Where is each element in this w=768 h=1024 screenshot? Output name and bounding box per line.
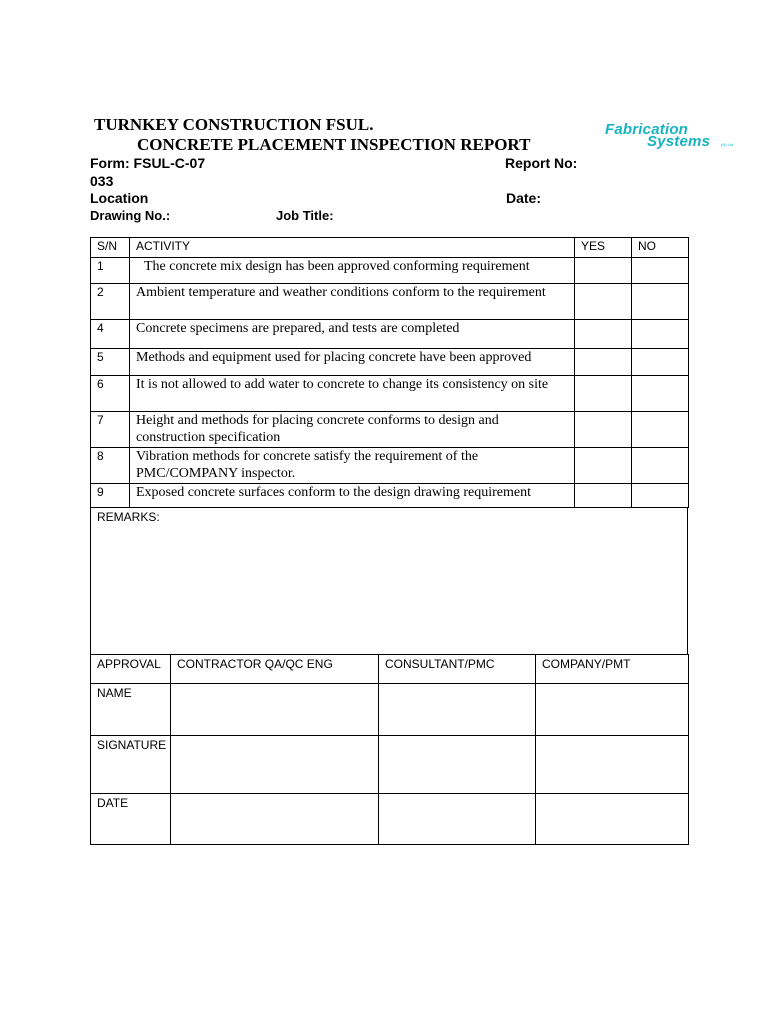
- company-signature-cell[interactable]: [536, 736, 689, 794]
- contractor-date-cell[interactable]: [171, 794, 379, 845]
- report-title: CONCRETE PLACEMENT INSPECTION REPORT: [137, 135, 531, 154]
- yes-checkbox-cell[interactable]: [575, 320, 632, 349]
- row-activity: Concrete specimens are prepared, and tests are completed: [130, 320, 575, 349]
- no-header: NO: [632, 238, 689, 258]
- table-row: [91, 349, 689, 376]
- approval-row-name: [91, 684, 689, 736]
- consultant-signature-cell[interactable]: [379, 736, 536, 794]
- no-checkbox-cell[interactable]: [632, 484, 689, 508]
- no-checkbox-cell[interactable]: [632, 258, 689, 284]
- table-row: [91, 376, 689, 412]
- row-sn: 6: [91, 376, 130, 412]
- yes-checkbox-cell[interactable]: [575, 376, 632, 412]
- row-activity: It is not allowed to add water to concrete to change its consistency on site: [130, 376, 575, 412]
- report-number-label: Report No:: [505, 155, 578, 171]
- consultant-date-cell[interactable]: [379, 794, 536, 845]
- yes-header: YES: [575, 238, 632, 258]
- company-name: TURNKEY CONSTRUCTION FSUL.: [94, 115, 374, 134]
- remarks-box[interactable]: [90, 508, 688, 655]
- yes-checkbox-cell[interactable]: [575, 484, 632, 508]
- approval-row-date: [91, 794, 689, 845]
- location-label: Location: [90, 190, 149, 206]
- row-sn: 8: [91, 448, 130, 484]
- logo-line-2: Systems: [647, 133, 711, 150]
- drawing-number-label: Drawing No.:: [90, 208, 171, 223]
- approval-header: APPROVAL: [91, 655, 171, 684]
- date-row-label: DATE: [91, 794, 171, 845]
- logo-line-1: Fabrication: [605, 121, 689, 138]
- contractor-signature-cell[interactable]: [171, 736, 379, 794]
- signature-label: SIGNATURE: [91, 736, 171, 794]
- table-row: [91, 412, 689, 448]
- form-number: Form: FSUL-C-07: [90, 155, 206, 171]
- row-activity: Height and methods for placing concrete conforms to design and construction specification: [130, 412, 575, 448]
- consultant-header: CONSULTANT/PMC: [379, 655, 536, 684]
- yes-checkbox-cell[interactable]: [575, 258, 632, 284]
- yes-checkbox-cell[interactable]: [575, 412, 632, 448]
- no-checkbox-cell[interactable]: [632, 320, 689, 349]
- company-header: COMPANY/PMT: [536, 655, 689, 684]
- no-checkbox-cell[interactable]: [632, 284, 689, 320]
- row-sn: 5: [91, 349, 130, 376]
- row-activity: Vibration methods for concrete satisfy the requirement of the PMC/COMPANY inspector.: [130, 448, 575, 484]
- date-label: Date:: [506, 190, 542, 206]
- row-sn: 2: [91, 284, 130, 320]
- name-label: NAME: [91, 684, 171, 736]
- no-checkbox-cell[interactable]: [632, 349, 689, 376]
- yes-checkbox-cell[interactable]: [575, 448, 632, 484]
- activity-header: ACTIVITY: [130, 238, 575, 258]
- table-row: [91, 320, 689, 349]
- activity-table: [90, 237, 689, 508]
- table-row: [91, 448, 689, 484]
- remarks-label: REMARKS:: [97, 510, 160, 524]
- yes-checkbox-cell[interactable]: [575, 349, 632, 376]
- approval-header-row: [91, 655, 689, 684]
- approval-row-signature: [91, 736, 689, 794]
- row-sn: 1: [91, 258, 130, 284]
- contractor-header: CONTRACTOR QA/QC ENG: [171, 655, 379, 684]
- no-checkbox-cell[interactable]: [632, 448, 689, 484]
- no-checkbox-cell[interactable]: [632, 376, 689, 412]
- contractor-name-cell[interactable]: [171, 684, 379, 736]
- table-header-row: [91, 238, 689, 258]
- row-activity: The concrete mix design has been approved conforming requirement: [130, 258, 575, 284]
- company-logo: [603, 121, 743, 157]
- form-number-continued: 033: [90, 173, 114, 189]
- company-name-cell[interactable]: [536, 684, 689, 736]
- yes-checkbox-cell[interactable]: [575, 284, 632, 320]
- row-sn: 4: [91, 320, 130, 349]
- table-row: [91, 484, 689, 508]
- row-activity: Methods and equipment used for placing concrete have been approved: [130, 349, 575, 376]
- sn-header: S/N: [91, 238, 130, 258]
- company-date-cell[interactable]: [536, 794, 689, 845]
- row-activity: Ambient temperature and weather conditions conform to the requirement: [130, 284, 575, 320]
- no-checkbox-cell[interactable]: [632, 412, 689, 448]
- consultant-name-cell[interactable]: [379, 684, 536, 736]
- table-row: [91, 284, 689, 320]
- approval-table: [90, 654, 689, 845]
- job-title-label: Job Title:: [276, 208, 334, 223]
- row-sn: 7: [91, 412, 130, 448]
- row-activity: Exposed concrete surfaces conform to the design drawing requirement: [130, 484, 575, 508]
- table-row: [91, 258, 689, 284]
- logo-line-3: (N) Ltd.: [721, 142, 735, 147]
- row-sn: 9: [91, 484, 130, 508]
